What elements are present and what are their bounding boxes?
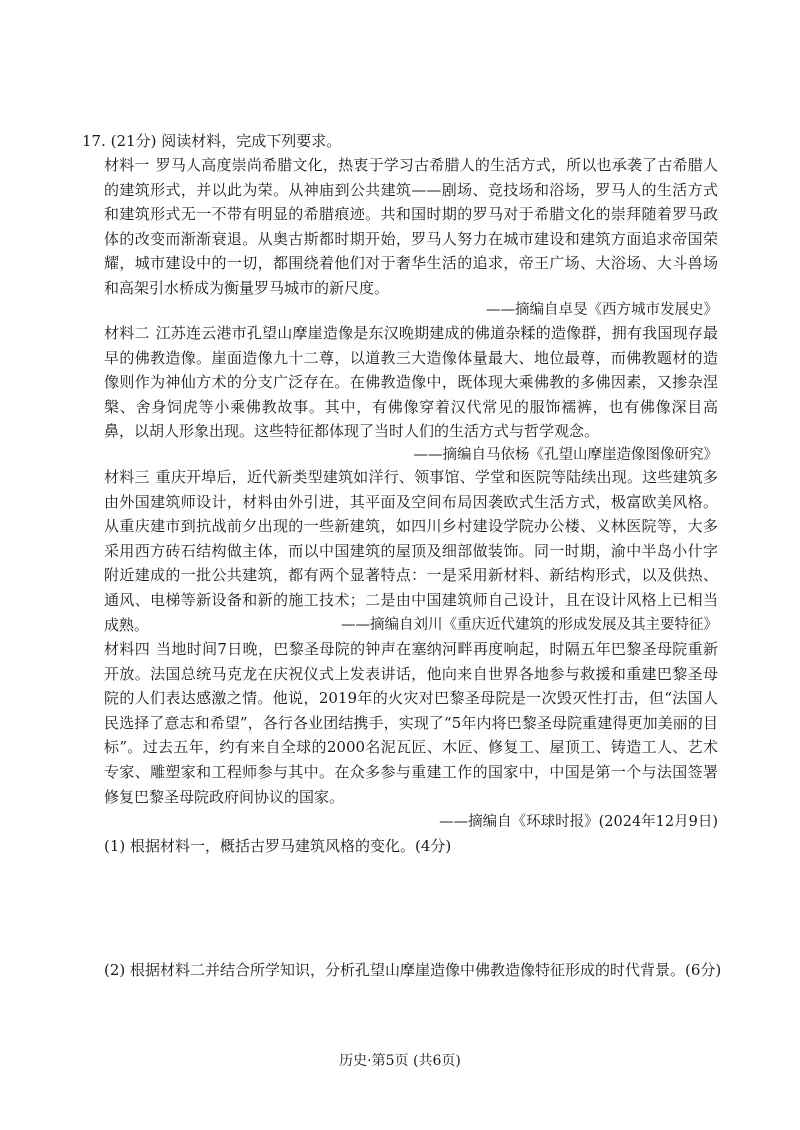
material-2 bbox=[104, 321, 718, 444]
sub-question-2: (2) 根据材料二并结合所学知识，分析孔望山摩崖造像中佛教造像特征形成的时代背景。(6分) bbox=[104, 961, 722, 979]
material-3-source: ——摘编自刘川《重庆近代建筑的形成发展及其主要特征》 bbox=[341, 617, 718, 633]
material-2-text: 江苏连云港市孔望山摩崖造像是东汉晚期建成的佛道杂糅的造像群，拥有我国现存最早的佛教造像。崖面造像九十二尊，以道教三大造像体量最大、地位最尊，而佛教题材的造像则作为神仙方术的分支广泛存在。在佛教造像中，既体现大乘佛教的多佛因素，又掺杂涅槃、舍身饲虎等小乘佛教故事。其中，有佛像穿着汉代常见的服饰襦裤，也有佛像深目高鼻，以胡人形象出现。这些特征都体现了当时人们的生活方式与哲学观念。 bbox=[104, 324, 718, 441]
question-instruction: 阅读材料，完成下列要求。 bbox=[161, 132, 342, 150]
question-score: (21分) bbox=[110, 132, 157, 150]
material-2-source: ——摘编自马依杨《孔望山摩崖造像图像研究》 bbox=[413, 447, 718, 463]
question-number: 17. bbox=[82, 132, 106, 150]
material-1-label: 材料一 bbox=[104, 156, 150, 174]
material-2-label: 材料二 bbox=[104, 324, 150, 342]
material-1 bbox=[104, 153, 718, 301]
material-3-text: 重庆开埠后，近代新类型建筑如洋行、领事馆、学堂和医院等陆续出现。这些建筑多由外国建筑师设计，材料由外引进，其平面及空间布局因袭欧式生活方式，极富欧美风格。从重庆建市到抗战前夕出现的一些新建筑，如四川乡村建设学院办公楼、义林医院等，大多采用西方砖石结构做主体，而以中国建筑的屋顶及细部做装饰。同一时期，渝中半岛小什字附近建成的一批公共建筑，都有两个显著特点：一是采用新材料、新结构形式，以及供热、通风、电梯等新设备和新的施工技术；二是由中国建筑师自己设计，且在设计风格上已相当成熟。 bbox=[104, 468, 718, 634]
sub-question-1: (1) 根据材料一，概括古罗马建筑风格的变化。(4分) bbox=[104, 837, 452, 855]
material-1-source: ——摘编自卓旻《西方城市发展史》 bbox=[486, 302, 718, 318]
material-1-text: 罗马人高度崇尚希腊文化，热衷于学习古希腊人的生活方式，所以也承袭了古希腊人的建筑形式，并以此为荣。从神庙到公共建筑——剧场、竞技场和浴场，罗马人的生活方式和建筑形式无一不带有明显的希腊痕迹。共和国时期的罗马对于希腊文化的崇拜随着罗马政体的改变而渐渐衰退。从奥古斯都时期开始，罗马人努力在城市建设和建筑方面追求帝国荣耀，城市建设中的一切，都围绕着他们对于奢华生活的追求，帝王广场、大浴场、大斗兽场和高架引水桥成为衡量罗马城市的新尺度。 bbox=[104, 156, 718, 297]
material-4-label: 材料四 bbox=[104, 640, 151, 658]
material-3 bbox=[104, 465, 718, 637]
question-header bbox=[82, 131, 722, 151]
material-4-text: 当地时间7日晚，巴黎圣母院的钟声在塞纳河畔再度响起，时隔五年巴黎圣母院重新开放。法国总统马克龙在庆祝仪式上发表讲话，他向来自世界各地参与救援和重建巴黎圣母院的人们表达感激之情。他说，2019年的火灾对巴黎圣母院是一次毁灭性打击，但“法国人民选择了意志和希望”，各行各业团结携手，实现了“5年内将巴黎圣母院重建得更加美丽的目标”。过去五年，约有来自全球的2000名泥瓦匠、木匠、修复工、屋顶工、铸造工人、艺术专家、雕塑家和工程师参与其中。在众多参与重建工作的国家中，中国是第一个与法国签署修复巴黎圣母院政府间协议的国家。 bbox=[104, 640, 718, 806]
material-4-source: ——摘编自《环球时报》(2024年12月9日) bbox=[439, 814, 718, 830]
material-4 bbox=[104, 637, 718, 809]
page-footer: 历史·第5页 (共6页) bbox=[339, 1053, 461, 1069]
material-3-label: 材料三 bbox=[104, 468, 150, 486]
